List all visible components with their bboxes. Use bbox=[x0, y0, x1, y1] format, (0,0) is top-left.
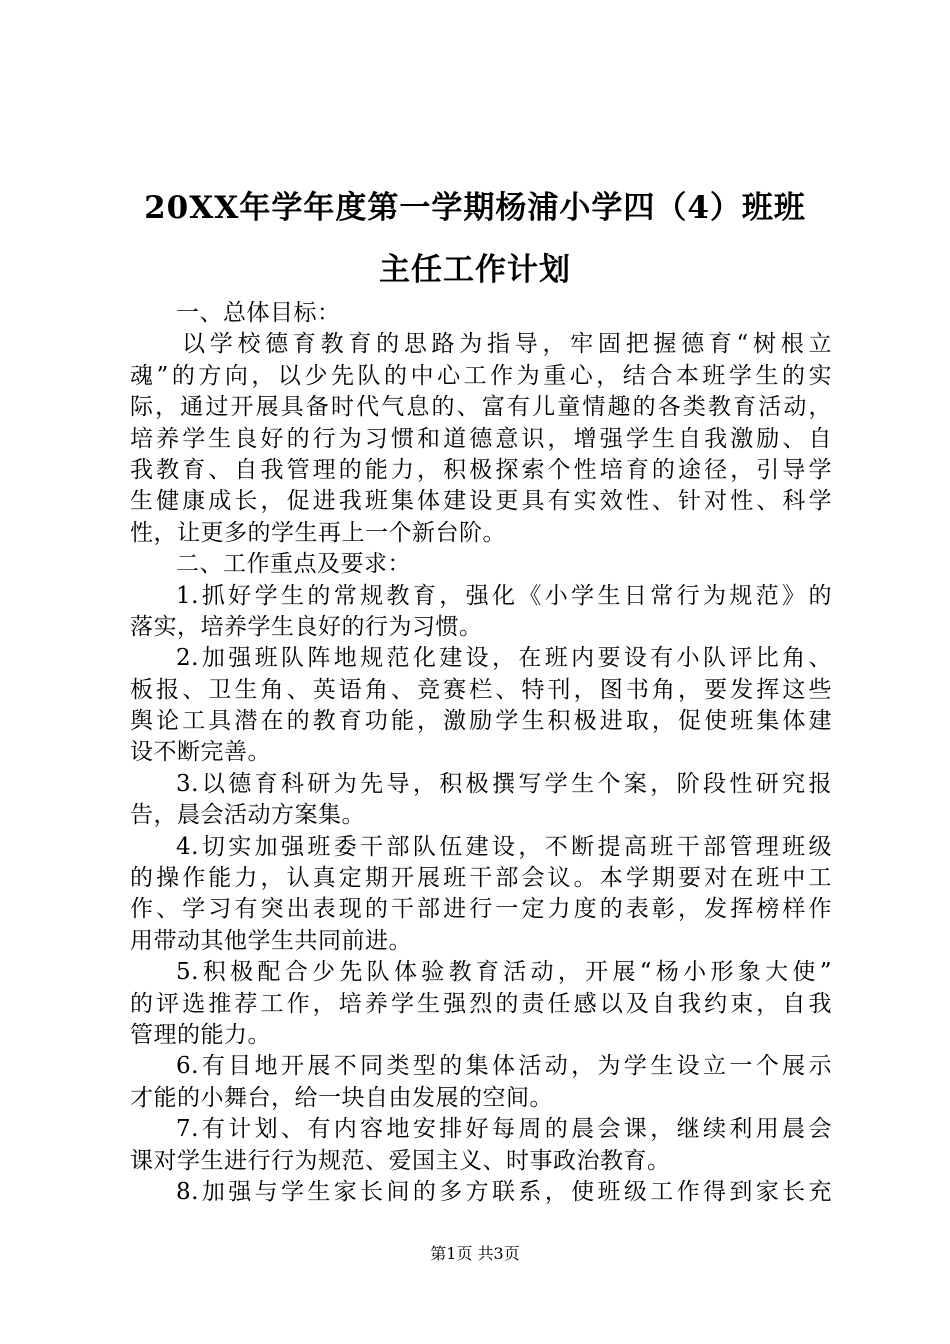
list-item-line: 3.以德育科研为先导，积极撰写学生个案，阶段性研究报 bbox=[176, 770, 832, 797]
section-heading: 一、总体目标： bbox=[176, 300, 341, 326]
list-item-line: 作、学习有突出表现的干部进行一定力度的表彰，发挥榜样作 bbox=[130, 896, 832, 923]
list-item-line: 才能的小舞台，给一块自由发展的空间。 bbox=[130, 1084, 553, 1111]
list-item-line: 设不断完善。 bbox=[130, 739, 271, 766]
document-title-line-2: 主任工作计划 bbox=[379, 252, 571, 288]
paragraph-line: 性，让更多的学生再上一个新台阶。 bbox=[130, 519, 506, 546]
paragraph-line: 培养学生良好的行为习惯和道德意识，增强学生自我激励、自 bbox=[130, 425, 832, 452]
section-heading: 二、工作重点及要求： bbox=[176, 551, 411, 578]
page-number-footer: 第1页 共3页 bbox=[430, 1244, 520, 1263]
paragraph-line: 以学校德育教育的思路为指导，牢固把握德育“树根立 bbox=[182, 331, 832, 358]
paragraph-line: 魂”的方向，以少先队的中心工作为重心，结合本班学生的实 bbox=[130, 362, 832, 389]
document-title-line-1: 20XX年学年度第一学期杨浦小学四（4）班班 bbox=[144, 190, 806, 226]
list-item-line: 管理的能力。 bbox=[130, 1021, 271, 1048]
list-item-line: 舆论工具潜在的教育功能，激励学生积极进取，促使班集体建 bbox=[130, 708, 832, 735]
document-body bbox=[130, 298, 832, 1208]
paragraph-line: 生健康成长，促进我班集体建设更具有实效性、针对性、科学 bbox=[130, 488, 832, 515]
list-item-line: 1.抓好学生的常规教育，强化《小学生日常行为规范》的 bbox=[176, 582, 832, 609]
list-item-line: 7.有计划、有内容地安排好每周的晨会课，继续利用晨会 bbox=[176, 1116, 832, 1143]
list-item-line: 的评选推荐工作，培养学生强烈的责任感以及自我约束，自我 bbox=[130, 990, 832, 1017]
list-item-line: 6.有目地开展不同类型的集体活动，为学生设立一个展示 bbox=[176, 1053, 832, 1080]
list-item-line: 的操作能力，认真定期开展班干部会议。本学期要对在班中工 bbox=[130, 865, 832, 892]
list-item-line: 落实，培养学生良好的行为习惯。 bbox=[130, 613, 483, 640]
list-item-line: 课对学生进行行为规范、爱国主义、时事政治教育。 bbox=[130, 1147, 671, 1174]
list-item-line: 4.切实加强班委干部队伍建设，不断提高班干部管理班级 bbox=[176, 833, 832, 860]
list-item-line: 告，晨会活动方案集。 bbox=[130, 802, 365, 829]
list-item-line: 2.加强班队阵地规范化建设，在班内要设有小队评比角、 bbox=[176, 645, 832, 672]
list-item-line: 板报、卫生角、英语角、竞赛栏、特刊，图书角，要发挥这些 bbox=[130, 676, 832, 703]
list-item-line: 8.加强与学生家长间的多方联系，使班级工作得到家长充 bbox=[176, 1178, 832, 1205]
paragraph-line: 我教育、自我管理的能力，积极探索个性培育的途径，引导学 bbox=[130, 456, 832, 483]
paragraph-line: 际，通过开展具备时代气息的、富有儿童情趣的各类教育活动， bbox=[130, 394, 832, 421]
list-item-line: 用带动其他学生共同前进。 bbox=[130, 927, 412, 954]
list-item-line: 5.积极配合少先队体验教育活动，开展“杨小形象大使” bbox=[176, 959, 832, 986]
